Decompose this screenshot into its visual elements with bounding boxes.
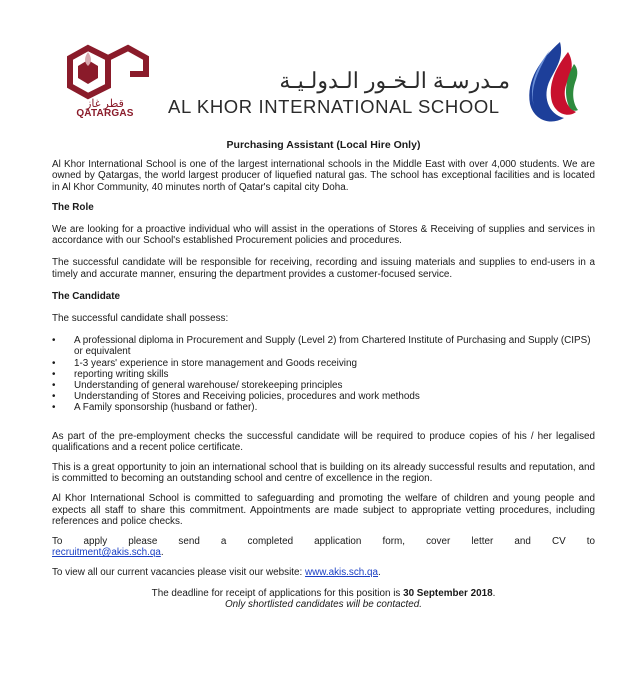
vacancies-suffix: .: [378, 567, 381, 579]
requirement-text: A professional diploma in Procurement and Supply (Level 2) from Chartered Institute of Purchasing and Supply (CIPS) or equivalent: [74, 335, 591, 358]
apply-email-line: [52, 547, 595, 558]
school-name-arabic: مـدرسـة الـخـور الـدولـيـة: [279, 68, 510, 93]
candidate-requirements-list: [52, 335, 595, 413]
list-item: [52, 358, 595, 369]
bullet-icon: •: [52, 368, 56, 380]
bullet-icon: •: [52, 335, 56, 347]
vacancies-line: [52, 567, 595, 578]
school-name-english: AL KHOR INTERNATIONAL SCHOOL: [168, 96, 500, 117]
candidate-heading: The Candidate: [52, 290, 121, 302]
requirement-text: Understanding of general warehouse/ storekeeping principles: [74, 380, 343, 392]
requirement-text: A Family sponsorship (husband or father).: [74, 402, 258, 414]
candidate-lead: The successful candidate shall possess:: [52, 313, 229, 325]
apply-suffix: .: [160, 547, 164, 559]
bullet-icon: •: [52, 402, 56, 414]
job-posting-body: [52, 140, 595, 610]
job-title: Purchasing Assistant (Local Hire Only): [226, 139, 421, 151]
requirement-text: Understanding of Stores and Receiving policies, procedures and work methods: [74, 391, 420, 403]
list-item: [52, 380, 595, 391]
intro-paragraph: Al Khor International School is one of the largest international schools in the Middle East with over 4,000 students. We are owned by Qatargas, the world largest producer of liquefied natural gas. The school has exceptional facilities and is located in Al Khor Community, 40 minutes north of Qatar's capital city Doha.: [52, 159, 595, 193]
vacancies-text: To view all our current vacancies please visit our website:: [52, 567, 306, 579]
role-heading: The Role: [52, 201, 94, 213]
deadline-text: The deadline for receipt of applications for this position is: [151, 587, 404, 599]
safeguarding-paragraph: Al Khor International School is committed to safeguarding and promoting the welfare of children and young people and expects all staff to share this commitment. Appointments are made subject to appropriate vetting procedures, including references and police checks.: [52, 493, 595, 527]
school-website-link[interactable]: www.akis.sch.qa: [305, 567, 379, 579]
requirement-text: 1-3 years' experience in store management and Goods receiving: [74, 357, 357, 369]
opportunity-paragraph: This is a great opportunity to join an international school that is building on its already successful results and reputation, and is committed to becoming an outstanding school and centre of excellence in the region.: [52, 462, 595, 485]
bullet-icon: •: [52, 357, 56, 369]
list-item: [52, 369, 595, 380]
bullet-icon: •: [52, 380, 56, 392]
requirement-text: reporting writing skills: [74, 368, 169, 380]
akis-logo: [520, 40, 580, 126]
deadline-line: [52, 588, 595, 599]
apply-instructions: To apply please send a completed application form, cover letter and CV to: [52, 536, 595, 548]
bullet-icon: •: [52, 391, 56, 403]
role-paragraph-2: The successful candidate will be responsible for receiving, recording and issuing materials and supplies to end-users in a timely and accurate manner, ensuring the department provides a customer-focused service.: [52, 257, 595, 280]
deadline-date: 30 September 2018: [403, 587, 493, 599]
qatargas-logo-text: QATARGAS: [76, 108, 134, 119]
pre-employment-checks-paragraph: As part of the pre-employment checks the successful candidate will be required to produce copies of his / her legalised qualifications and a recent police certificate.: [52, 430, 595, 453]
role-paragraph-1: We are looking for a proactive individual who will assist in the operations of Stores & Receiving of supplies and services in accordance with our School's established Procurement policies and procedures.: [52, 224, 595, 247]
list-item: [52, 391, 595, 402]
shortlist-note: Only shortlisted candidates will be contacted.: [224, 598, 423, 610]
qatargas-emblem-icon: [66, 44, 150, 100]
akis-flame-icon: [520, 40, 580, 126]
list-item: [52, 335, 595, 357]
list-item: [52, 402, 595, 413]
qatargas-arabic-text: قطر غاز: [86, 98, 124, 110]
recruitment-email-link[interactable]: recruitment@akis.sch.qa: [52, 547, 161, 559]
deadline-suffix: .: [492, 587, 496, 599]
